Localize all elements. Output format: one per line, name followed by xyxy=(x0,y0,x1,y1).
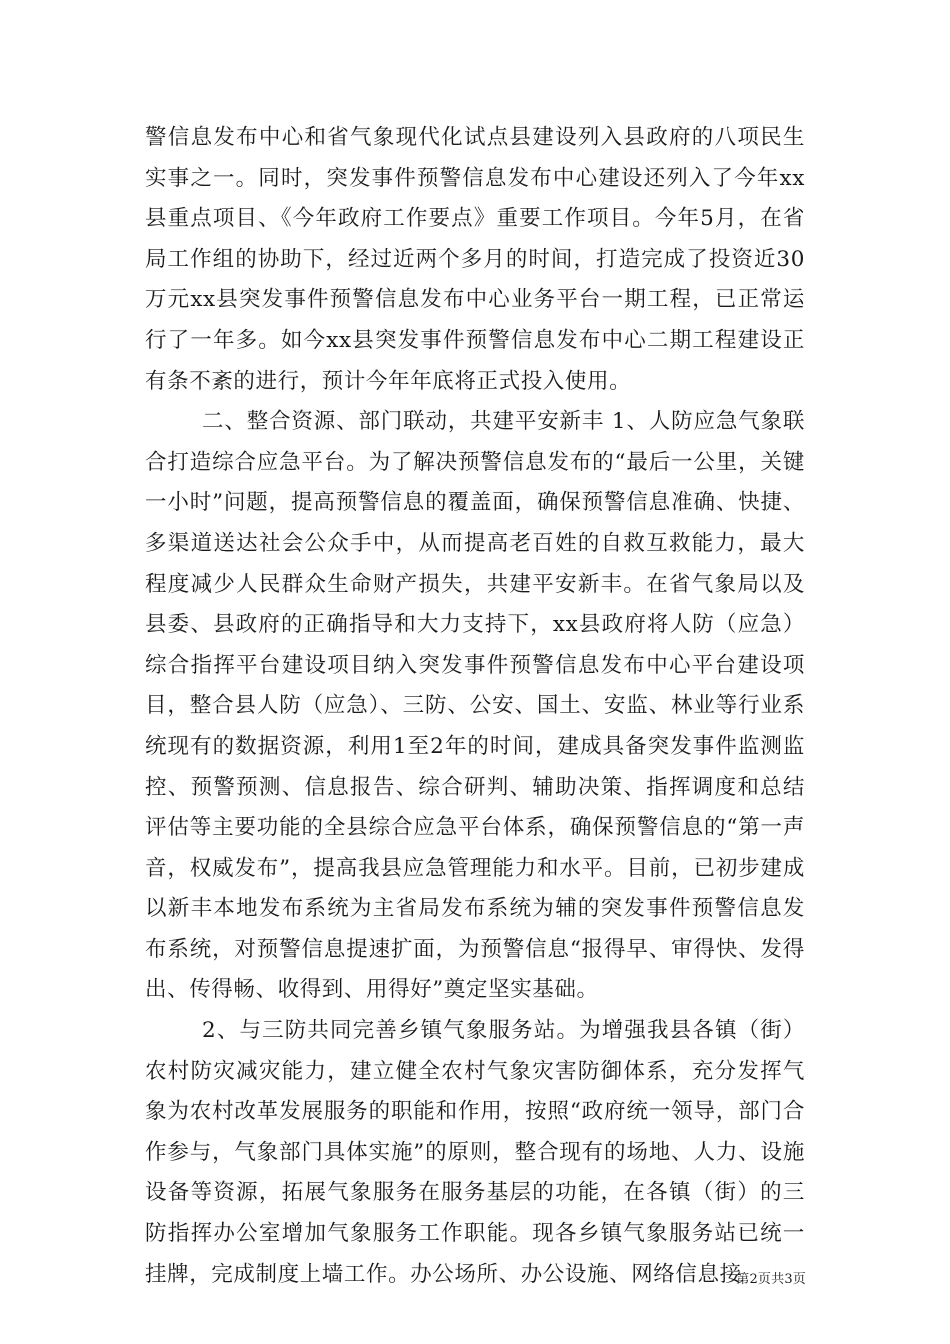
document-body xyxy=(145,118,805,1295)
paragraph-section-two: 二、整合资源、部门联动，共建平安新丰 1、人防应急气象联合打造综合应急平台。为了解决预警信息发布的“最后一公里，关键一小时”问题，提高预警信息的覆盖面，确保预警信息准确、快捷、多渠道送达社会公众手中，从而提高老百姓的自救互救能力，最大程度减少人民群众生命财产损失，共建平安新丰。在省气象局以及县委、县政府的正确指导和大力支持下，xx县政府将人防（应急）综合指挥平台建设项目纳入突发事件预警信息发布中心平台建设项目，整合县人防（应急）、三防、公安、国土、安监、林业等行业系统现有的数据资源，利用1至2年的时间，建成具备突发事件监测监控、预警预测、信息报告、综合研判、辅助决策、指挥调度和总结评估等主要功能的全县综合应急平台体系，确保预警信息的“第一声音，权威发布”，提高我县应急管理能力和水平。目前，已初步建成以新丰本地发布系统为主省局发布系统为辅的突发事件预警信息发布系统，对预警信息提速扩面，为预警信息“报得早、审得快、发得出、传得畅、收得到、用得好”奠定坚实基础。 xyxy=(145,409,805,1003)
paragraph-continuation: 警信息发布中心和省气象现代化试点县建设列入县政府的八项民生实事之一。同时，突发事件预警信息发布中心建设还列入了今年xx县重点项目、《今年政府工作要点》重要工作项目。今年5月，在省局工作组的协助下，经过近两个多月的时间，打造完成了投资近30万元xx县突发事件预警信息发布中心业务平台一期工程，已正常运行了一年多。如今xx县突发事件预警信息发布中心二期工程建设正有条不紊的进行，预计今年年底将正式投入使用。 xyxy=(145,125,805,394)
page-number: 第2页共3页 xyxy=(736,1272,806,1287)
paragraph-item-two: 2、与三防共同完善乡镇气象服务站。为增强我县各镇（街）农村防灾减灾能力，建立健全农村气象灾害防御体系，充分发挥气象为农村改革发展服务的职能和作用，按照“政府统一领导，部门合作参与，气象部门具体实施”的原则，整合现有的场地、人力、设施设备等资源，拓展气象服务在服务基层的功能，在各镇（街）的三防指挥办公室增加气象服务工作职能。现各乡镇气象服务站已统一挂牌，完成制度上墙工作。办公场所、办公设施、网络信息接 xyxy=(145,1018,805,1287)
